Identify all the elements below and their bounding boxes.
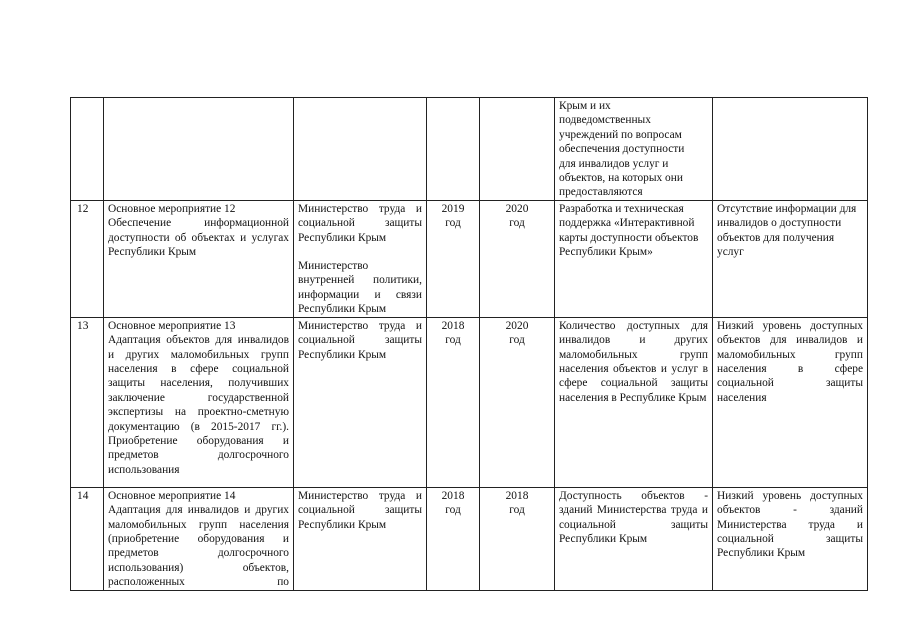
measure-title: Основное мероприятие 13 [108,319,236,332]
cell-result: Количество доступных для инвалидов и других маломобильных групп населения объектов и услуг в сфере социальной защиты населения в Республике Крым [555,317,713,487]
cell-end [480,317,555,487]
cell-measure [104,98,294,201]
cell-start [427,317,480,487]
start-unit: год [445,217,461,230]
measure-title: Основное мероприятие 14 [108,489,236,502]
cell-consequence: Низкий уровень доступных объектов для инвалидов и маломобильных групп населения в сфере социальной защиты населения [713,317,868,487]
end-unit: год [509,334,525,347]
result-line: подведомственных [559,114,651,127]
result-line: Крым и их [559,100,611,112]
cell-start [427,98,480,201]
result-line: для инвалидов услуг и [559,157,669,170]
table-row [71,200,868,317]
table-row [71,487,868,590]
start-year: 2019 [441,202,465,215]
cell-consequence: Низкий уровень доступных объектов - зданий Министерства труда и социальной защиты Республики Крым [713,487,868,590]
start-year: 2018 [441,489,465,502]
cell-executor [294,200,427,317]
cell-num [71,98,104,201]
measure-text: Обеспечение информационной доступности об объектах и услугах Республики Крым [108,217,289,259]
measure-title: Основное мероприятие 12 [108,202,236,215]
measure-text: Адаптация объектов для инвалидов и других маломобильных групп населения в сфере социальной защиты населения, получивших заключение государственной экспертизы на проектно-сметную документацию (в 2015-2017 гг.). Приобретение оборудования и предметов долгосрочного использования [108,334,289,476]
cell-consequence [713,98,868,201]
result-line: обеспечения доступности [559,143,685,156]
cell-result: Разработка и техническая поддержка «Интерактивной карты доступности объектов Республики Крым» [555,200,713,317]
start-unit: год [445,334,461,347]
end-year: 2018 [505,489,529,502]
result-line: учреждений по вопросам [559,128,682,141]
cell-num: 12 [71,200,104,317]
cell-executor [294,98,427,201]
cell-executor: Министерство труда и социальной защиты Республики Крым [294,317,427,487]
cell-end [480,98,555,201]
cell-measure [104,200,294,317]
end-year: 2020 [505,202,529,215]
cell-end [480,487,555,590]
table-row [71,317,868,487]
cell-result: Доступность объектов - зданий Министерства труда и социальной защиты Республики Крым [555,487,713,590]
cell-measure [104,317,294,487]
start-unit: год [445,504,461,517]
result-line: объектов, на которых они [559,172,683,185]
cell-consequence: Отсутствие информации для инвалидов о доступности объектов для получения услуг [713,200,868,317]
executor-text: Министерство труда и социальной защиты Республики Крым [298,202,422,244]
cell-measure [104,487,294,590]
measures-table [70,97,868,591]
end-unit: год [509,504,525,517]
cell-start [427,200,480,317]
spacer [298,245,422,259]
cell-result [555,98,713,201]
executor-text: Министерство внутренней политики, информации и связи Республики Крым [298,260,422,316]
cell-num: 14 [71,487,104,590]
cell-start [427,487,480,590]
start-year: 2018 [441,319,465,332]
result-line: предоставляются [559,186,643,199]
measure-text: Адаптация для инвалидов и других маломобильных групп населения (приобретение оборудования и предметов долгосрочного использования) объектов, расположенных по [108,504,289,589]
cell-executor: Министерство труда и социальной защиты Республики Крым [294,487,427,590]
end-unit: год [509,217,525,230]
table-row-continuation [71,98,868,201]
cell-num: 13 [71,317,104,487]
cell-end [480,200,555,317]
end-year: 2020 [505,319,529,332]
